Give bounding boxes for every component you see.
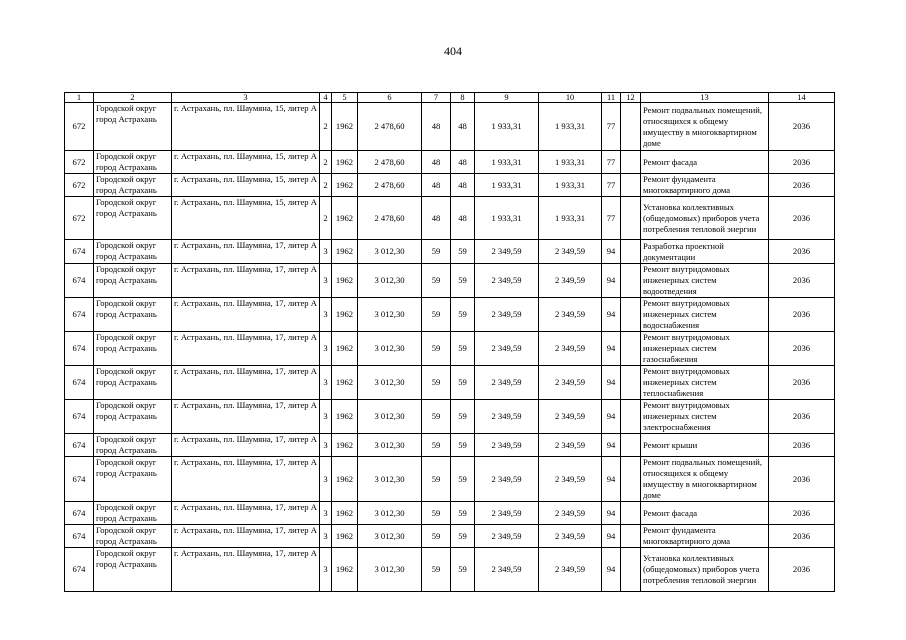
cell-col12 — [621, 366, 641, 400]
cell-area-total: 3 012,30 — [358, 434, 422, 457]
cell-area-a: 1 933,31 — [475, 151, 539, 174]
cell-area-total: 3 012,30 — [358, 298, 422, 332]
cell-area-a: 2 349,59 — [475, 264, 539, 298]
column-header-2: 2 — [94, 93, 172, 103]
cell-plan-year: 2036 — [769, 434, 835, 457]
table-row — [65, 264, 835, 298]
cell-area-a: 2 349,59 — [475, 366, 539, 400]
cell-work-type: Ремонт фасада — [641, 151, 769, 174]
page-number: 404 — [444, 44, 462, 58]
cell-col12 — [621, 298, 641, 332]
cell-area-b: 2 349,59 — [539, 548, 602, 592]
table-row — [65, 240, 835, 264]
cell-municipality: Городской округ город Астрахань — [94, 197, 172, 240]
table-row — [65, 457, 835, 502]
cell-area-b: 2 349,59 — [539, 240, 602, 264]
column-header-1: 1 — [65, 93, 94, 103]
cell-col4: 2 — [320, 103, 332, 151]
cell-col8: 59 — [451, 366, 475, 400]
cell-year: 1962 — [332, 298, 358, 332]
table-row — [65, 197, 835, 240]
cell-plan-year: 2036 — [769, 525, 835, 548]
cell-address: г. Астрахань, пл. Шаумяна, 17, литер А — [172, 332, 320, 366]
cell-year: 1962 — [332, 174, 358, 197]
cell-col7: 59 — [422, 332, 451, 366]
cell-area-a: 2 349,59 — [475, 548, 539, 592]
cell-area-b: 2 349,59 — [539, 457, 602, 502]
cell-area-b: 2 349,59 — [539, 400, 602, 434]
cell-col7: 48 — [422, 197, 451, 240]
cell-plan-year: 2036 — [769, 151, 835, 174]
cell-col11: 94 — [602, 548, 621, 592]
cell-municipality: Городской округ город Астрахань — [94, 434, 172, 457]
cell-number: 674 — [65, 298, 94, 332]
cell-col4: 3 — [320, 240, 332, 264]
cell-col12 — [621, 174, 641, 197]
table-row — [65, 332, 835, 366]
cell-municipality: Городской округ город Астрахань — [94, 457, 172, 502]
cell-address: г. Астрахань, пл. Шаумяна, 17, литер А — [172, 240, 320, 264]
cell-area-total: 3 012,30 — [358, 332, 422, 366]
cell-col7: 59 — [422, 502, 451, 525]
cell-col11: 77 — [602, 174, 621, 197]
table-row — [65, 151, 835, 174]
table-row — [65, 548, 835, 592]
cell-number: 672 — [65, 197, 94, 240]
cell-col11: 94 — [602, 434, 621, 457]
cell-area-a: 2 349,59 — [475, 434, 539, 457]
cell-area-total: 3 012,30 — [358, 548, 422, 592]
cell-area-a: 1 933,31 — [475, 197, 539, 240]
cell-address: г. Астрахань, пл. Шаумяна, 17, литер А — [172, 264, 320, 298]
cell-area-b: 2 349,59 — [539, 502, 602, 525]
cell-area-a: 2 349,59 — [475, 525, 539, 548]
cell-municipality: Городской округ город Астрахань — [94, 332, 172, 366]
cell-col12 — [621, 502, 641, 525]
cell-municipality: Городской округ город Астрахань — [94, 264, 172, 298]
table-row — [65, 366, 835, 400]
cell-col12 — [621, 434, 641, 457]
cell-year: 1962 — [332, 502, 358, 525]
cell-address: г. Астрахань, пл. Шаумяна, 15, литер А — [172, 197, 320, 240]
cell-year: 1962 — [332, 457, 358, 502]
cell-year: 1962 — [332, 366, 358, 400]
cell-number: 674 — [65, 332, 94, 366]
cell-address: г. Астрахань, пл. Шаумяна, 17, литер А — [172, 457, 320, 502]
column-header-12: 12 — [621, 93, 641, 103]
cell-plan-year: 2036 — [769, 103, 835, 151]
cell-col7: 59 — [422, 240, 451, 264]
cell-work-type: Ремонт подвальных помещений, относящихся к общему имуществу в многоквартирном доме — [641, 457, 769, 502]
cell-area-total: 2 478,60 — [358, 151, 422, 174]
cell-number: 674 — [65, 400, 94, 434]
cell-number: 674 — [65, 434, 94, 457]
cell-col12 — [621, 264, 641, 298]
column-header-8: 8 — [451, 93, 475, 103]
cell-col12 — [621, 103, 641, 151]
cell-col8: 59 — [451, 332, 475, 366]
cell-plan-year: 2036 — [769, 174, 835, 197]
cell-address: г. Астрахань, пл. Шаумяна, 17, литер А — [172, 298, 320, 332]
cell-col4: 2 — [320, 151, 332, 174]
cell-area-b: 2 349,59 — [539, 298, 602, 332]
cell-col7: 59 — [422, 434, 451, 457]
cell-col11: 77 — [602, 197, 621, 240]
cell-work-type: Разработка проектной документации — [641, 240, 769, 264]
cell-col4: 3 — [320, 525, 332, 548]
cell-area-total: 2 478,60 — [358, 197, 422, 240]
cell-area-b: 2 349,59 — [539, 366, 602, 400]
cell-address: г. Астрахань, пл. Шаумяна, 15, литер А — [172, 174, 320, 197]
table-row — [65, 174, 835, 197]
cell-municipality: Городской округ город Астрахань — [94, 548, 172, 592]
cell-area-b: 2 349,59 — [539, 525, 602, 548]
column-header-14: 14 — [769, 93, 835, 103]
cell-municipality: Городской округ город Астрахань — [94, 525, 172, 548]
cell-area-a: 2 349,59 — [475, 457, 539, 502]
cell-col7: 59 — [422, 264, 451, 298]
cell-plan-year: 2036 — [769, 366, 835, 400]
cell-work-type: Ремонт подвальных помещений, относящихся к общему имуществу в многоквартирном доме — [641, 103, 769, 151]
cell-year: 1962 — [332, 240, 358, 264]
cell-year: 1962 — [332, 400, 358, 434]
column-header-4: 4 — [320, 93, 332, 103]
cell-col4: 3 — [320, 400, 332, 434]
cell-year: 1962 — [332, 264, 358, 298]
table-row — [65, 434, 835, 457]
cell-work-type: Ремонт крыши — [641, 434, 769, 457]
cell-year: 1962 — [332, 548, 358, 592]
cell-col11: 94 — [602, 525, 621, 548]
cell-col7: 48 — [422, 103, 451, 151]
cell-col12 — [621, 457, 641, 502]
table-row — [65, 103, 835, 151]
cell-col7: 59 — [422, 298, 451, 332]
cell-plan-year: 2036 — [769, 332, 835, 366]
cell-col11: 94 — [602, 298, 621, 332]
column-header-row — [65, 93, 835, 103]
table-body — [65, 103, 835, 592]
cell-plan-year: 2036 — [769, 197, 835, 240]
cell-municipality: Городской округ город Астрахань — [94, 400, 172, 434]
cell-col8: 59 — [451, 434, 475, 457]
cell-area-total: 3 012,30 — [358, 240, 422, 264]
cell-year: 1962 — [332, 525, 358, 548]
cell-col12 — [621, 400, 641, 434]
cell-area-a: 2 349,59 — [475, 298, 539, 332]
cell-municipality: Городской округ город Астрахань — [94, 366, 172, 400]
cell-col11: 94 — [602, 264, 621, 298]
cell-area-total: 2 478,60 — [358, 174, 422, 197]
cell-col12 — [621, 197, 641, 240]
cell-municipality: Городской округ город Астрахань — [94, 174, 172, 197]
cell-col12 — [621, 240, 641, 264]
cell-number: 672 — [65, 103, 94, 151]
cell-address: г. Астрахань, пл. Шаумяна, 15, литер А — [172, 103, 320, 151]
cell-col8: 48 — [451, 151, 475, 174]
column-header-9: 9 — [475, 93, 539, 103]
cell-plan-year: 2036 — [769, 400, 835, 434]
cell-number: 674 — [65, 366, 94, 400]
column-header-5: 5 — [332, 93, 358, 103]
cell-work-type: Установка коллективных (общедомовых) приборов учета потребления тепловой энергии — [641, 548, 769, 592]
cell-area-a: 1 933,31 — [475, 103, 539, 151]
cell-work-type: Ремонт фундамента многоквартирного дома — [641, 525, 769, 548]
cell-area-b: 2 349,59 — [539, 264, 602, 298]
cell-number: 674 — [65, 240, 94, 264]
cell-number: 674 — [65, 457, 94, 502]
cell-col11: 94 — [602, 366, 621, 400]
cell-plan-year: 2036 — [769, 298, 835, 332]
cell-col7: 59 — [422, 525, 451, 548]
cell-col4: 3 — [320, 366, 332, 400]
cell-area-b: 1 933,31 — [539, 151, 602, 174]
cell-work-type: Ремонт внутридомовых инженерных систем теплоснабжения — [641, 366, 769, 400]
cell-col12 — [621, 332, 641, 366]
cell-col4: 2 — [320, 174, 332, 197]
cell-area-total: 2 478,60 — [358, 103, 422, 151]
cell-area-b: 1 933,31 — [539, 197, 602, 240]
cell-col7: 59 — [422, 548, 451, 592]
cell-col4: 2 — [320, 197, 332, 240]
cell-col11: 77 — [602, 151, 621, 174]
cell-address: г. Астрахань, пл. Шаумяна, 17, литер А — [172, 400, 320, 434]
cell-col8: 59 — [451, 525, 475, 548]
cell-address: г. Астрахань, пл. Шаумяна, 17, литер А — [172, 366, 320, 400]
cell-col11: 94 — [602, 457, 621, 502]
cell-number: 674 — [65, 548, 94, 592]
cell-plan-year: 2036 — [769, 457, 835, 502]
table-row — [65, 298, 835, 332]
cell-work-type: Установка коллективных (общедомовых) приборов учета потребления тепловой энергии — [641, 197, 769, 240]
column-header-13: 13 — [641, 93, 769, 103]
cell-col4: 3 — [320, 502, 332, 525]
cell-plan-year: 2036 — [769, 502, 835, 525]
cell-col12 — [621, 151, 641, 174]
cell-municipality: Городской округ город Астрахань — [94, 103, 172, 151]
cell-number: 674 — [65, 264, 94, 298]
cell-plan-year: 2036 — [769, 264, 835, 298]
cell-area-b: 2 349,59 — [539, 434, 602, 457]
cell-col4: 3 — [320, 264, 332, 298]
cell-col8: 59 — [451, 264, 475, 298]
cell-work-type: Ремонт внутридомовых инженерных систем водоотведения — [641, 264, 769, 298]
cell-col8: 59 — [451, 400, 475, 434]
cell-area-a: 2 349,59 — [475, 502, 539, 525]
cell-work-type: Ремонт внутридомовых инженерных систем газоснабжения — [641, 332, 769, 366]
cell-col8: 59 — [451, 457, 475, 502]
capital-repair-table — [64, 92, 835, 592]
cell-col8: 59 — [451, 548, 475, 592]
cell-col4: 3 — [320, 298, 332, 332]
cell-year: 1962 — [332, 332, 358, 366]
cell-col11: 94 — [602, 332, 621, 366]
cell-plan-year: 2036 — [769, 548, 835, 592]
cell-col8: 48 — [451, 197, 475, 240]
cell-number: 672 — [65, 174, 94, 197]
cell-number: 674 — [65, 525, 94, 548]
cell-year: 1962 — [332, 151, 358, 174]
cell-col4: 3 — [320, 332, 332, 366]
cell-area-a: 2 349,59 — [475, 240, 539, 264]
cell-address: г. Астрахань, пл. Шаумяна, 17, литер А — [172, 525, 320, 548]
table-row — [65, 502, 835, 525]
cell-col11: 77 — [602, 103, 621, 151]
column-header-10: 10 — [539, 93, 602, 103]
cell-work-type: Ремонт фасада — [641, 502, 769, 525]
cell-col12 — [621, 548, 641, 592]
cell-area-b: 1 933,31 — [539, 103, 602, 151]
cell-municipality: Городской округ город Астрахань — [94, 502, 172, 525]
cell-year: 1962 — [332, 197, 358, 240]
cell-year: 1962 — [332, 103, 358, 151]
cell-municipality: Городской округ город Астрахань — [94, 240, 172, 264]
cell-col11: 94 — [602, 400, 621, 434]
cell-area-total: 3 012,30 — [358, 502, 422, 525]
cell-col7: 48 — [422, 151, 451, 174]
table-row — [65, 525, 835, 548]
cell-area-b: 2 349,59 — [539, 332, 602, 366]
column-header-7: 7 — [422, 93, 451, 103]
cell-address: г. Астрахань, пл. Шаумяна, 17, литер А — [172, 548, 320, 592]
cell-area-total: 3 012,30 — [358, 400, 422, 434]
cell-work-type: Ремонт фундамента многоквартирного дома — [641, 174, 769, 197]
cell-col12 — [621, 525, 641, 548]
cell-area-a: 1 933,31 — [475, 174, 539, 197]
cell-year: 1962 — [332, 434, 358, 457]
cell-col4: 3 — [320, 434, 332, 457]
cell-municipality: Городской округ город Астрахань — [94, 151, 172, 174]
cell-col8: 59 — [451, 502, 475, 525]
column-header-6: 6 — [358, 93, 422, 103]
cell-col8: 59 — [451, 240, 475, 264]
cell-work-type: Ремонт внутридомовых инженерных систем водоснабжения — [641, 298, 769, 332]
cell-col7: 48 — [422, 174, 451, 197]
column-header-11: 11 — [602, 93, 621, 103]
cell-area-total: 3 012,30 — [358, 457, 422, 502]
column-header-3: 3 — [172, 93, 320, 103]
cell-col4: 3 — [320, 548, 332, 592]
cell-col7: 59 — [422, 457, 451, 502]
cell-area-total: 3 012,30 — [358, 264, 422, 298]
cell-area-total: 3 012,30 — [358, 525, 422, 548]
cell-col8: 48 — [451, 103, 475, 151]
cell-col8: 48 — [451, 174, 475, 197]
cell-number: 674 — [65, 502, 94, 525]
cell-col11: 94 — [602, 240, 621, 264]
table-row — [65, 400, 835, 434]
cell-col7: 59 — [422, 366, 451, 400]
cell-address: г. Астрахань, пл. Шаумяна, 15, литер А — [172, 151, 320, 174]
cell-col7: 59 — [422, 400, 451, 434]
cell-number: 672 — [65, 151, 94, 174]
cell-work-type: Ремонт внутридомовых инженерных систем электроснабжения — [641, 400, 769, 434]
cell-plan-year: 2036 — [769, 240, 835, 264]
cell-address: г. Астрахань, пл. Шаумяна, 17, литер А — [172, 502, 320, 525]
cell-col8: 59 — [451, 298, 475, 332]
cell-col11: 94 — [602, 502, 621, 525]
cell-area-a: 2 349,59 — [475, 332, 539, 366]
cell-address: г. Астрахань, пл. Шаумяна, 17, литер А — [172, 434, 320, 457]
cell-municipality: Городской округ город Астрахань — [94, 298, 172, 332]
cell-area-total: 3 012,30 — [358, 366, 422, 400]
cell-area-b: 1 933,31 — [539, 174, 602, 197]
cell-area-a: 2 349,59 — [475, 400, 539, 434]
cell-col4: 3 — [320, 457, 332, 502]
